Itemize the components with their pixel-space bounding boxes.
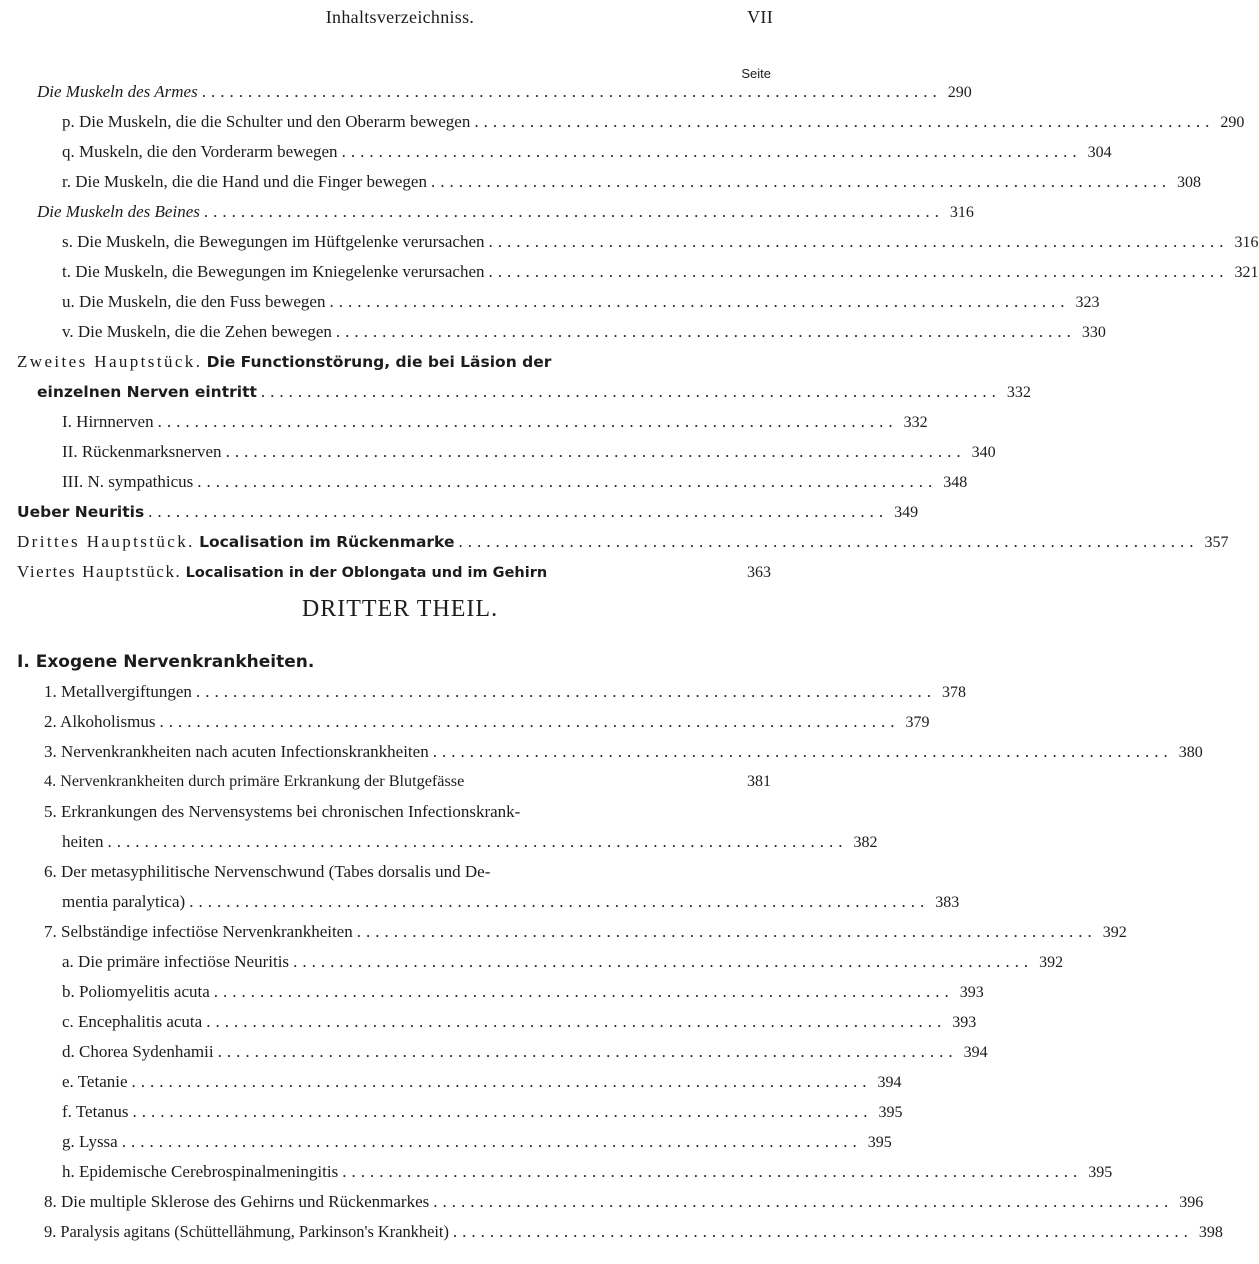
- chapter-title: Localisation in der Oblongata und im Gehirn: [185, 565, 548, 581]
- toc-entry-page: 381: [747, 773, 771, 790]
- toc-entry-page: 394: [877, 1074, 902, 1091]
- toc-entry-page: 349: [894, 504, 919, 521]
- leader-dots: ................................................................................: [335, 322, 1076, 341]
- leader-dots: ................................................................................: [356, 922, 1097, 941]
- toc-entry-5-line1: 5. Erkrankungen des Nervensystems bei chronischen Infectionskrank-: [44, 802, 521, 821]
- leader-dots: ................................................................................: [293, 952, 1034, 971]
- toc-entry-page: 392: [1039, 954, 1064, 971]
- leader-dots: ................................................................................: [131, 1072, 872, 1091]
- toc-entry-page: 332: [903, 414, 928, 431]
- toc-entry-page: 398: [1198, 1224, 1223, 1241]
- toc-chapter-viertes: [17, 562, 771, 592]
- toc-entry-6-line2: [62, 892, 960, 922]
- leader-dots: ................................................................................: [189, 892, 930, 911]
- leader-dots: ................................................................................: [157, 412, 898, 431]
- toc-entry-leg-u: [62, 292, 1100, 322]
- toc-entry-page: 304: [1087, 144, 1112, 161]
- chapter-title: Localisation im Rückenmarke: [199, 533, 455, 551]
- toc-entry-7f: [62, 1102, 903, 1132]
- toc-entry-leg-s: [62, 232, 1259, 262]
- toc-entry-page: 395: [1088, 1164, 1113, 1181]
- toc-entry-7e: [62, 1072, 902, 1102]
- toc-entry-leg-muscles: [37, 202, 974, 232]
- toc-entry-sympathicus: [62, 472, 968, 502]
- toc-entry-arm-p: [62, 112, 1245, 142]
- leader-dots: ................................................................................: [159, 712, 900, 731]
- toc-chapter-zweites-line2: [37, 382, 1031, 412]
- toc-entry-page: 394: [963, 1044, 988, 1061]
- leader-dots: ................................................................................: [488, 232, 1229, 251]
- toc-entry-text: d. Chorea Sydenhamii: [62, 1042, 214, 1061]
- leader-dots: ................................................................................: [197, 472, 938, 491]
- chapter-title-continued: einzelnen Nerven eintritt: [37, 383, 257, 401]
- leader-dots: ................................................................................: [342, 1162, 1083, 1181]
- leader-dots: ................................................................................: [195, 682, 936, 701]
- leader-dots: ................................................................................: [433, 1192, 1174, 1211]
- toc-entry-arm-q: [62, 142, 1112, 172]
- toc-entry-6-line1: 6. Der metasyphilitische Nervenschwund (Tabes dorsalis und De-: [44, 862, 491, 881]
- toc-entry-text: t. Die Muskeln, die Bewegungen im Kniegelenke verursachen: [62, 262, 485, 281]
- toc-entry-8: [44, 1192, 1204, 1222]
- toc-entry-neuritis: [17, 502, 919, 532]
- toc-entry-text: heiten: [62, 832, 104, 851]
- toc-entry-1: [44, 682, 966, 712]
- chapter-title: Die Functionstörung, die bei Läsion der: [206, 353, 552, 371]
- running-head: [0, 7, 800, 37]
- toc-entry-text: [17, 562, 547, 582]
- toc-entry-page: 393: [952, 1014, 977, 1031]
- leader-dots: ................................................................................: [213, 982, 954, 1001]
- part-title: DRITTER THEIL.: [301, 596, 499, 622]
- toc-entry-arm-muscles: [37, 82, 972, 112]
- leader-dots: ................................................................................: [225, 442, 966, 461]
- toc-entry-page: 316: [1234, 234, 1259, 251]
- toc-entry-9: [44, 1222, 1223, 1252]
- toc-entry-page: 383: [935, 894, 960, 911]
- toc-entry-page: 316: [949, 204, 974, 221]
- toc-entry-page: 396: [1179, 1194, 1204, 1211]
- toc-entry-text: 1. Metallvergiftungen: [44, 682, 192, 701]
- toc-entry-rueckenmarksnerven: [62, 442, 996, 472]
- toc-entry-7d: [62, 1042, 988, 1072]
- leader-dots: ................................................................................: [203, 202, 944, 221]
- toc-entry-7c: [62, 1012, 977, 1042]
- leader-dots: ................................................................................: [132, 1102, 873, 1121]
- toc-entry-text: 4. Nervenkrankheiten durch primäre Erkrankung der Blutgefässe: [44, 772, 465, 790]
- leader-dots: ................................................................................: [488, 262, 1229, 281]
- toc-entry-text: p. Die Muskeln, die die Schulter und den Oberarm bewegen: [62, 112, 471, 131]
- toc-entry-text: e. Tetanie: [62, 1072, 128, 1091]
- toc-chapter-drittes: [17, 532, 1229, 562]
- toc-entry-page: 332: [1006, 384, 1031, 401]
- toc-entry-leg-v: [62, 322, 1106, 352]
- toc-entry-7h: [62, 1162, 1113, 1192]
- toc-entry-text: Die Muskeln des Armes: [37, 82, 198, 101]
- leader-dots: ................................................................................: [341, 142, 1082, 161]
- leader-dots: ................................................................................: [432, 742, 1173, 761]
- toc-entry-text: u. Die Muskeln, die den Fuss bewegen: [62, 292, 326, 311]
- toc-entry-4: [44, 772, 771, 802]
- toc-entry-text: a. Die primäre infectiöse Neuritis: [62, 952, 290, 971]
- toc-entry-text: b. Poliomyelitis acuta: [62, 982, 210, 1001]
- toc-entry-text: f. Tetanus: [62, 1102, 129, 1121]
- toc-entry-text: 7. Selbständige infectiöse Nervenkrankheiten: [44, 922, 353, 941]
- leader-dots: ................................................................................: [148, 502, 889, 521]
- toc-entry-page: 308: [1176, 174, 1201, 191]
- toc-entry-page: 382: [853, 834, 878, 851]
- toc-entry-page: 348: [943, 474, 968, 491]
- toc-entry-text: Ueber Neuritis: [17, 503, 145, 521]
- leader-dots: ................................................................................: [329, 292, 1070, 311]
- toc-entry-text: c. Encephalitis acuta: [62, 1012, 203, 1031]
- toc-entry-text: III. N. sympathicus: [62, 472, 194, 491]
- leader-dots: ................................................................................: [107, 832, 848, 851]
- leader-dots: ................................................................................: [430, 172, 1171, 191]
- chapter-label: Zweites Hauptstück.: [17, 352, 203, 371]
- toc-entry-page: 290: [1220, 114, 1245, 131]
- toc-entry-5-line2: [62, 832, 878, 862]
- toc-entry-page: 357: [1204, 534, 1229, 551]
- toc-entry-page: 395: [878, 1104, 903, 1121]
- toc-entry-text: I. Hirnnerven: [62, 412, 154, 431]
- toc-entry-7a: [62, 952, 1064, 982]
- leader-dots: ................................................................................: [217, 1042, 958, 1061]
- toc-entry-text: s. Die Muskeln, die Bewegungen im Hüftgelenke verursachen: [62, 232, 485, 251]
- toc-entry-text: r. Die Muskeln, die die Hand und die Finger bewegen: [62, 172, 427, 191]
- toc-entry-page: 340: [971, 444, 996, 461]
- toc-entry-text: II. Rückenmarksnerven: [62, 442, 222, 461]
- toc-entry-text: 9. Paralysis agitans (Schüttellähmung, Parkinson's Krankheit): [44, 1222, 449, 1241]
- toc-entry-3: [44, 742, 1203, 772]
- page-column-label: Seite: [741, 66, 771, 81]
- leader-dots: ................................................................................: [452, 1222, 1193, 1241]
- toc-entry-page: 379: [905, 714, 930, 731]
- toc-entry-text: v. Die Muskeln, die die Zehen bewegen: [62, 322, 332, 341]
- toc-chapter-zweites-line1: [17, 352, 777, 382]
- toc-entry-hirnnerven: [62, 412, 928, 442]
- toc-entry-text: 3. Nervenkrankheiten nach acuten Infectionskrankheiten: [44, 742, 429, 761]
- toc-entry-text: g. Lyssa: [62, 1132, 118, 1151]
- chapter-label: Viertes Hauptstück.: [17, 562, 182, 581]
- toc-entry-page: 363: [747, 564, 771, 581]
- toc-entry-page: 380: [1178, 744, 1203, 761]
- toc-entry-text: [17, 532, 454, 552]
- toc-entry-page: 330: [1081, 324, 1106, 341]
- toc-entry-page: 323: [1075, 294, 1100, 311]
- toc-entry-page: 378: [941, 684, 966, 701]
- leader-dots: ................................................................................: [458, 532, 1199, 551]
- toc-entry-2: [44, 712, 930, 742]
- toc-entry-page: 395: [867, 1134, 892, 1151]
- leader-dots: ................................................................................: [121, 1132, 862, 1151]
- toc-entry-7g: [62, 1132, 892, 1162]
- toc-entry-text: 2. Alkoholismus: [44, 712, 156, 731]
- chapter-label: Drittes Hauptstück.: [17, 532, 195, 551]
- toc-entry-text: Die Muskeln des Beines: [37, 202, 200, 221]
- page-number: VII: [747, 7, 773, 27]
- toc-entry-page: 392: [1102, 924, 1127, 941]
- toc-entry-page: 393: [959, 984, 984, 1001]
- toc-entry-leg-t: [62, 262, 1259, 292]
- toc-entry-page: 321: [1234, 264, 1259, 281]
- toc-entry-text: 8. Die multiple Sklerose des Gehirns und Rückenmarkes: [44, 1192, 430, 1211]
- running-head-title: Inhaltsverzeichniss.: [325, 7, 475, 27]
- leader-dots: ................................................................................: [260, 382, 1001, 401]
- toc-entry-7: [44, 922, 1127, 952]
- toc-entry-7b: [62, 982, 984, 1012]
- leader-dots: ................................................................................: [201, 82, 942, 101]
- toc-entry-text: mentia paralytica): [62, 892, 186, 911]
- toc-entry-text: q. Muskeln, die den Vorderarm bewegen: [62, 142, 338, 161]
- leader-dots: ................................................................................: [474, 112, 1215, 131]
- toc-entry-arm-r: [62, 172, 1201, 202]
- leader-dots: ................................................................................: [206, 1012, 947, 1031]
- toc-entry-text: h. Epidemische Cerebrospinalmeningitis: [62, 1162, 339, 1181]
- toc-group-heading: I. Exogene Nervenkrankheiten.: [17, 652, 315, 672]
- toc-entry-page: 290: [947, 84, 972, 101]
